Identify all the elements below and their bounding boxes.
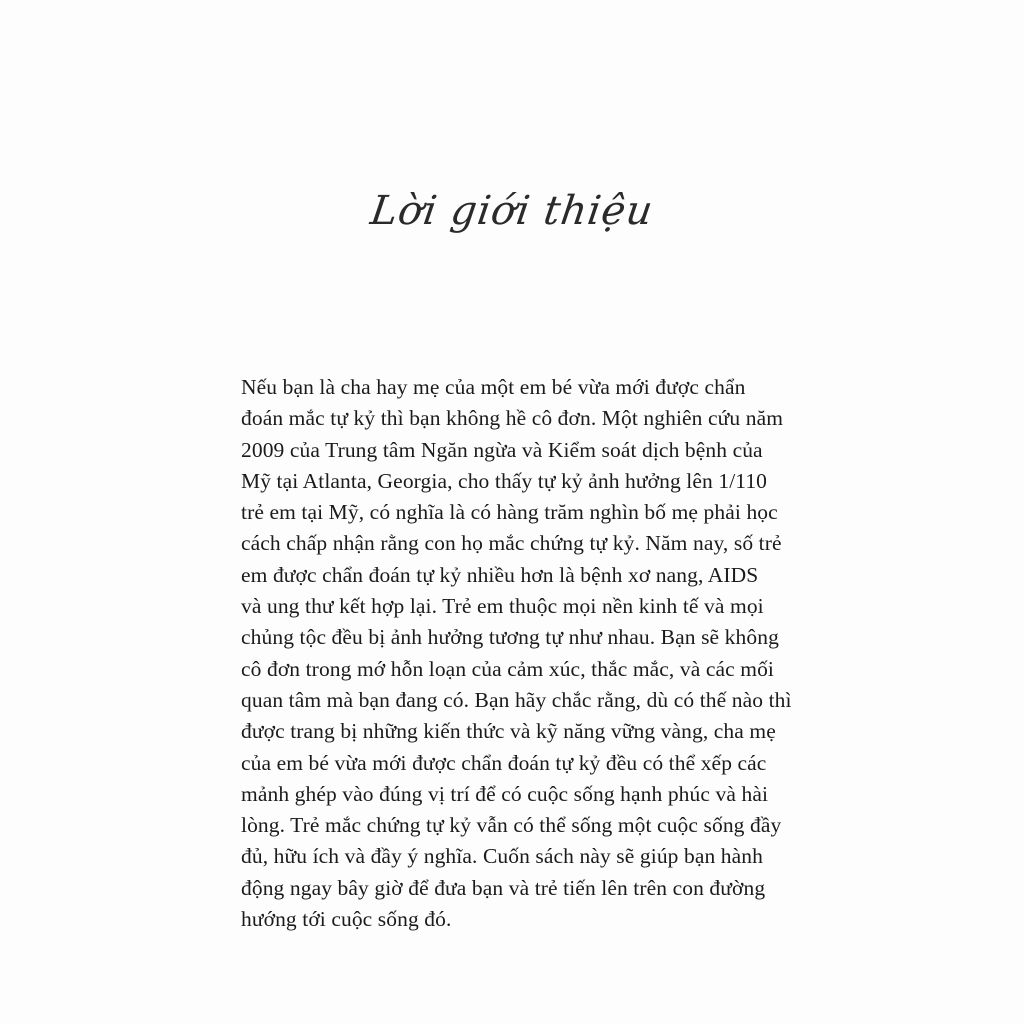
paragraph-line: trẻ em tại Mỹ, có nghĩa là có hàng trăm nghìn bố mẹ phải học (241, 500, 778, 525)
paragraph-line: cô đơn trong mớ hỗn loạn của cảm xúc, thắc mắc, và các mối (241, 656, 775, 681)
paragraph-line: và ung thư kết hợp lại. Trẻ em thuộc mọi nền kinh tế và mọi (241, 594, 764, 619)
paragraph-line: cách chấp nhận rằng con họ mắc chứng tự kỷ. Năm nay, số trẻ (241, 531, 782, 556)
paragraph-line: động ngay bây giờ để đưa bạn và trẻ tiến lên trên con đường (241, 875, 766, 900)
paragraph-line: Mỹ tại Atlanta, Georgia, cho thấy tự kỷ ảnh hưởng lên 1/110 (241, 468, 768, 493)
paragraph-line: đoán mắc tự kỷ thì bạn không hề cô đơn. Một nghiên cứu năm (241, 406, 784, 431)
paragraph-line: 2009 của Trung tâm Ngăn ngừa và Kiểm soát dịch bệnh của (241, 437, 763, 462)
paragraph-line: Nếu bạn là cha hay mẹ của một em bé vừa mới được chẩn (241, 375, 746, 399)
introduction-paragraph (241, 372, 801, 935)
paragraph-line: quan tâm mà bạn đang có. Bạn hãy chắc rằng, dù có thế nào thì (241, 687, 792, 712)
paragraph-line: mảnh ghép vào đúng vị trí để có cuộc sống hạnh phúc và hài (241, 781, 769, 806)
paragraph-line: đủ, hữu ích và đầy ý nghĩa. Cuốn sách này sẽ giúp bạn hành (241, 844, 763, 869)
paragraph-line: em được chẩn đoán tự kỷ nhiều hơn là bệnh xơ nang, AIDS (241, 562, 759, 587)
paragraph-line: chủng tộc đều bị ảnh hưởng tương tự như nhau. Bạn sẽ không (241, 625, 779, 650)
paragraph-line: lòng. Trẻ mắc chứng tự kỷ vẫn có thể sống một cuộc sống đầy (241, 813, 782, 838)
paragraph-line: của em bé vừa mới được chẩn đoán tự kỷ đều có thể xếp các (241, 750, 767, 775)
page-title: Lời giới thiệu (367, 188, 657, 234)
paragraph-line: hướng tới cuộc sống đó. (241, 907, 452, 932)
paragraph-line: được trang bị những kiến thức và kỹ năng vững vàng, cha mẹ (241, 719, 776, 744)
